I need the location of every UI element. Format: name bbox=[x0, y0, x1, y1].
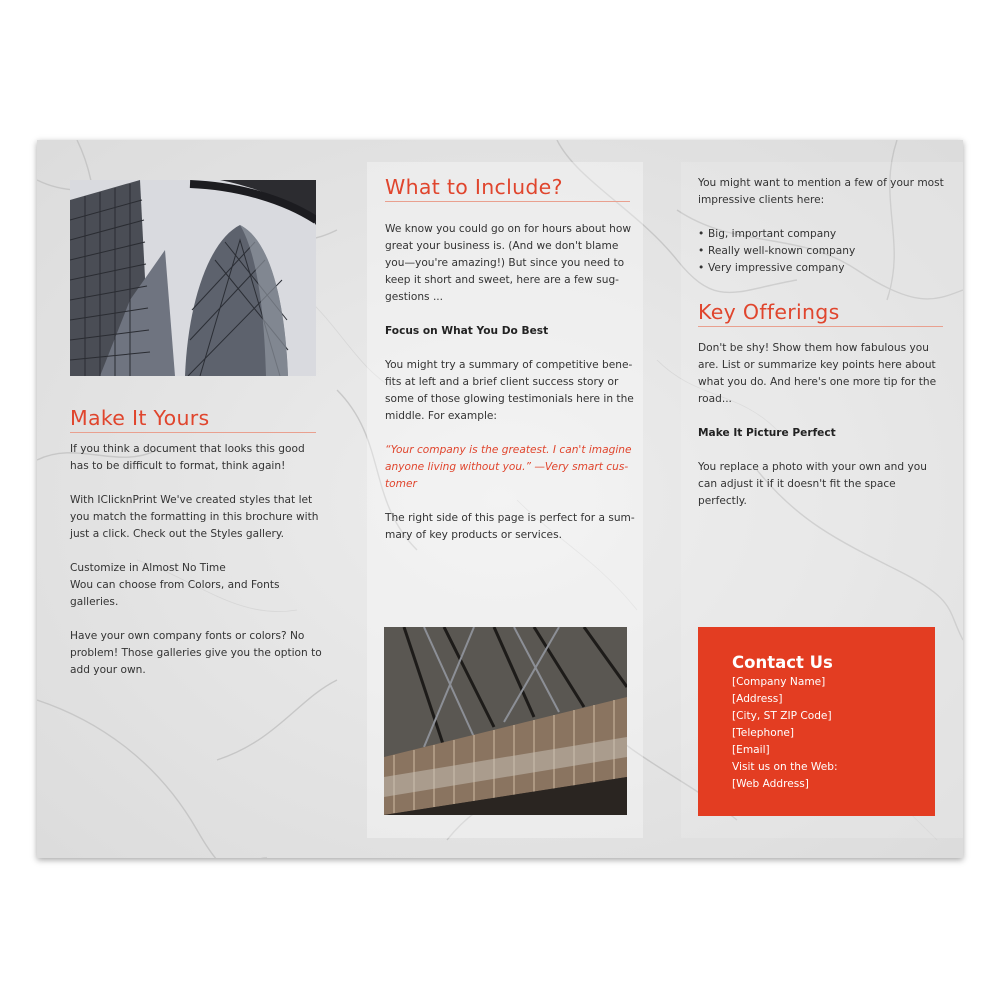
clients-list bbox=[698, 226, 963, 277]
address: [Address] bbox=[732, 693, 783, 705]
paragraph-line: you match the formatting in this brochure with bbox=[70, 511, 319, 523]
telephone: [Telephone] bbox=[732, 727, 795, 739]
testimonial-quote: “Your company is the greatest. I can't imagine bbox=[385, 444, 632, 456]
paragraph-line: If you think a document that looks this good bbox=[70, 443, 305, 455]
offerings-line: road... bbox=[698, 393, 732, 405]
summary-line: middle. For example: bbox=[385, 410, 497, 422]
paragraph-line: Have your own company fonts or colors? No bbox=[70, 630, 305, 642]
summary-line: fits at left and a brief client success story or bbox=[385, 376, 619, 388]
picture-perfect-subheading: Make It Picture Perfect bbox=[698, 427, 836, 439]
paragraph-line: just a click. Check out the Styles gallery. bbox=[70, 528, 284, 540]
contact-details bbox=[732, 674, 838, 793]
tip-line: perfectly. bbox=[698, 495, 747, 507]
focus-subheading: Focus on What You Do Best bbox=[385, 325, 549, 337]
middle-panel-text bbox=[385, 221, 643, 544]
list-item: • Really well-known company bbox=[698, 243, 963, 260]
clients-intro-line: You might want to mention a few of your most bbox=[698, 177, 944, 189]
web-label: Visit us on the Web: bbox=[732, 761, 838, 773]
city-state-zip: [City, ST ZIP Code] bbox=[732, 710, 832, 722]
paragraph-line: With IClicknPrint We've created styles that let bbox=[70, 494, 313, 506]
left-panel-text bbox=[70, 441, 330, 679]
list-item: • Very impressive company bbox=[698, 260, 963, 277]
tip-line: can adjust it if it doesn't fit the space bbox=[698, 478, 896, 490]
list-item: • Big, important company bbox=[698, 226, 963, 243]
what-to-include-heading: What to Include? bbox=[385, 175, 630, 202]
glass-building-interior-photo bbox=[384, 627, 627, 815]
contact-title: Contact Us bbox=[732, 653, 833, 672]
summary-line: You might try a summary of competitive bene- bbox=[385, 359, 633, 371]
closing-line: mary of key products or services. bbox=[385, 529, 562, 541]
testimonial-quote: tomer bbox=[385, 478, 417, 490]
paragraph-line: problem! Those galleries give you the option to bbox=[70, 647, 322, 659]
clients-block bbox=[698, 175, 963, 277]
offerings-line: Don't be shy! Show them how fabulous you bbox=[698, 342, 929, 354]
skyscrapers-photo bbox=[70, 180, 316, 376]
contact-box bbox=[698, 627, 935, 816]
intro-line: great your business is. (And we don't blame bbox=[385, 240, 619, 252]
offerings-line: what you do. And here's one more tip for the bbox=[698, 376, 937, 388]
web-address: [Web Address] bbox=[732, 778, 809, 790]
intro-line: keep it short and sweet, here are a few sug- bbox=[385, 274, 620, 286]
tip-line: You replace a photo with your own and you bbox=[698, 461, 927, 473]
paragraph-line: has to be difficult to format, think again! bbox=[70, 460, 286, 472]
paragraph-line: Wou can choose from Colors, and Fonts bbox=[70, 579, 280, 591]
make-it-yours-heading: Make It Yours bbox=[70, 406, 316, 433]
key-offerings-heading: Key Offerings bbox=[698, 300, 943, 327]
offerings-line: are. List or summarize key points here about bbox=[698, 359, 936, 371]
summary-line: some of those glowing testimonials here in the bbox=[385, 393, 634, 405]
offerings-block bbox=[698, 340, 963, 510]
email: [Email] bbox=[732, 744, 770, 756]
closing-line: The right side of this page is perfect for a sum- bbox=[385, 512, 635, 524]
intro-line: you—you're amazing!) But since you need to bbox=[385, 257, 625, 269]
intro-line: We know you could go on for hours about how bbox=[385, 223, 632, 235]
clients-intro-line: impressive clients here: bbox=[698, 194, 825, 206]
brochure-sheet bbox=[37, 140, 963, 858]
paragraph-line: add your own. bbox=[70, 664, 146, 676]
testimonial-quote: anyone living without you.” —Very smart cus- bbox=[385, 461, 629, 473]
intro-line: gestions ... bbox=[385, 291, 444, 303]
paragraph-line: Customize in Almost No Time bbox=[70, 562, 226, 574]
paragraph-line: galleries. bbox=[70, 596, 119, 608]
company-name: [Company Name] bbox=[732, 676, 826, 688]
